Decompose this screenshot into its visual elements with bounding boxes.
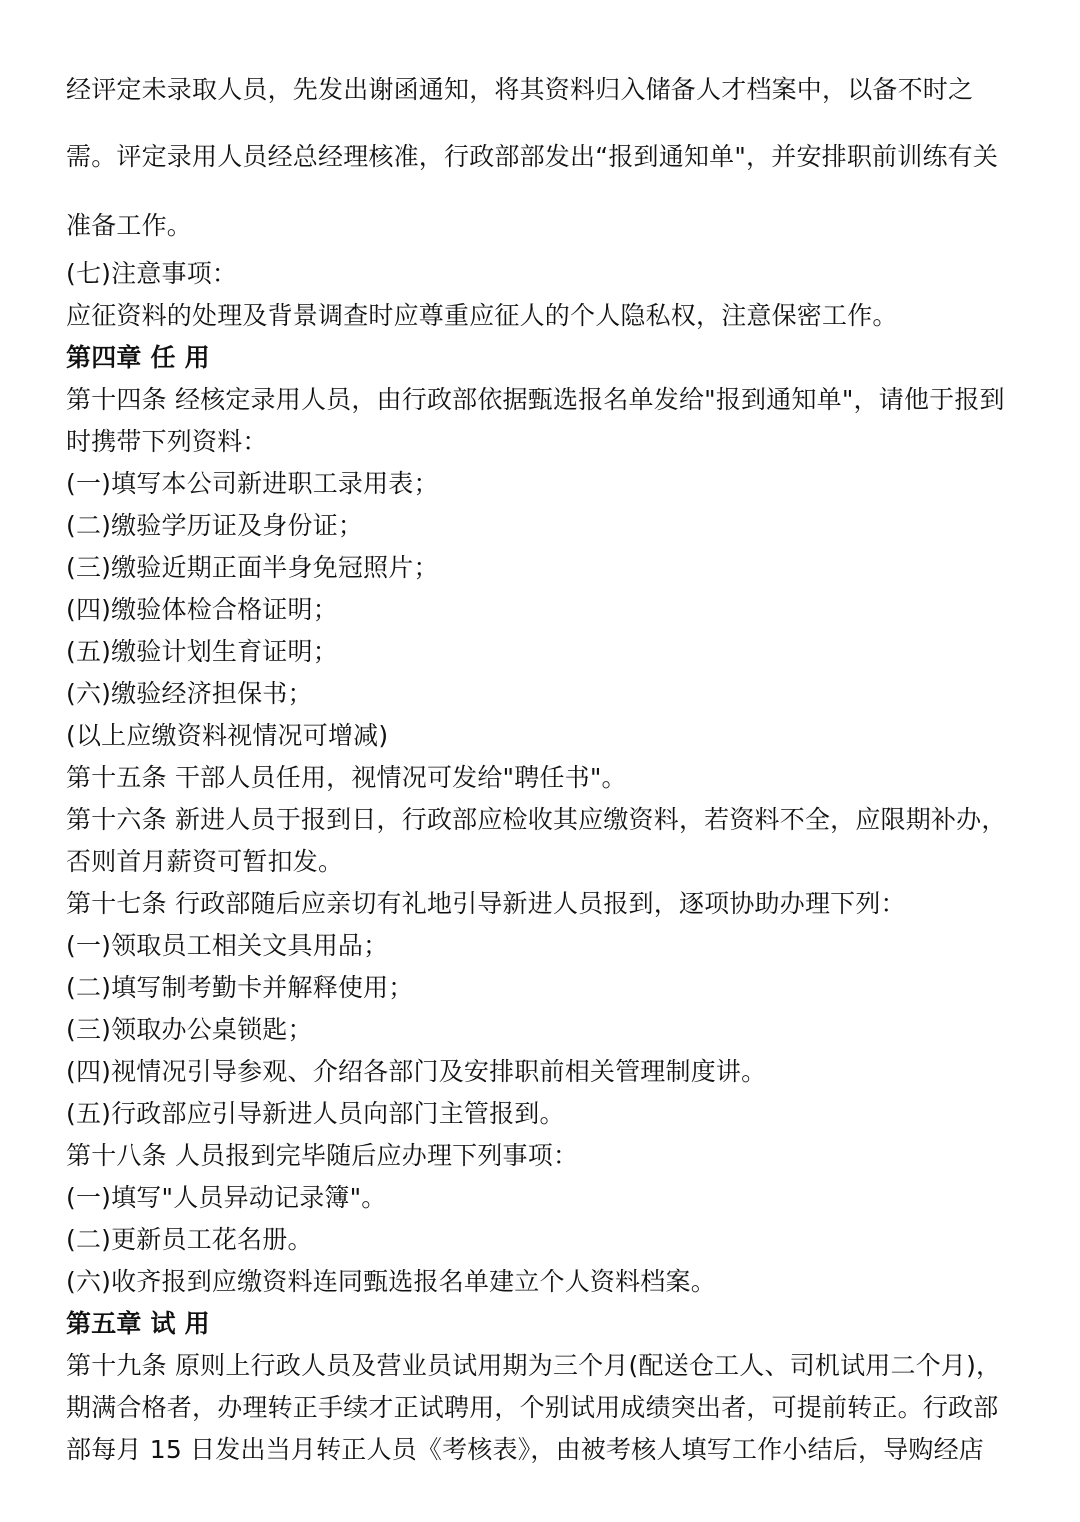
article19-line2: 期满合格者，办理转正手续才正试聘用，个别试用成绩突出者，可提前转正。行政部 — [66, 1393, 999, 1422]
article18-item: (二)更新员工花名册。 — [66, 1225, 313, 1254]
article14-item: (四)缴验体检合格证明； — [66, 595, 338, 624]
article14-item: (五)缴验计划生育证明； — [66, 637, 338, 666]
chapter4-title: 第四章 任 用 — [66, 343, 210, 372]
article17-item: (一)领取员工相关文具用品； — [66, 931, 389, 960]
article14-item: (三)缴验近期正面半身免冠照片； — [66, 553, 439, 582]
article14-note: (以上应缴资料视情况可增减) — [66, 721, 389, 750]
article14-item: (二)缴验学历证及身份证； — [66, 511, 364, 540]
article17-item: (二)填写制考勤卡并解释使用； — [66, 973, 414, 1002]
section7-title: (七)注意事项： — [66, 259, 238, 288]
article19-line3: 部每月 15 日发出当月转正人员《考核表》，由被考核人填写工作小结后，导购经店 — [66, 1435, 985, 1464]
article19-line1: 第十九条 原则上行政人员及营业员试用期为三个月(配送仓工人、司机试用二个月)， — [66, 1351, 1002, 1380]
article16-line2: 否则首月薪资可暂扣发。 — [66, 847, 344, 876]
article17-intro: 第十七条 行政部随后应亲切有礼地引导新进人员报到，逐项协助办理下列： — [66, 889, 906, 918]
section7-text: 应征资料的处理及背景调查时应尊重应征人的个人隐私权，注意保密工作。 — [66, 301, 898, 330]
article14-item: (一)填写本公司新进职工录用表； — [66, 469, 439, 498]
intro-line-3: 准备工作。 — [66, 211, 193, 240]
article17-item: (五)行政部应引导新进人员向部门主管报到。 — [66, 1099, 565, 1128]
article18-item: (一)填写"人员异动记录簿"。 — [66, 1183, 387, 1212]
article18-item: (六)收齐报到应缴资料连同甄选报名单建立个人资料档案。 — [66, 1267, 716, 1296]
article17-item: (四)视情况引导参观、介绍各部门及安排职前相关管理制度讲。 — [66, 1057, 767, 1086]
article14-line2: 时携带下列资料： — [66, 427, 268, 456]
intro-line-1: 经评定未录取人员，先发出谢函通知，将其资料归入储备人才档案中，以备不时之 — [66, 75, 974, 104]
article15: 第十五条 干部人员任用，视情况可发给"聘任书"。 — [66, 763, 627, 792]
article14-item: (六)缴验经济担保书； — [66, 679, 313, 708]
article17-item: (三)领取办公桌锁匙； — [66, 1015, 313, 1044]
article14-line1: 第十四条 经核定录用人员，由行政部依据甄选报名单发给"报到通知单"，请他于报到 — [66, 385, 1005, 414]
chapter5-title: 第五章 试 用 — [66, 1309, 210, 1338]
article18-intro: 第十八条 人员报到完毕随后应办理下列事项： — [66, 1141, 579, 1170]
article16-line1: 第十六条 新进人员于报到日，行政部应检收其应缴资料，若资料不全，应限期补办， — [66, 805, 1007, 834]
intro-line-2: 需。评定录用人员经总经理核准，行政部部发出“报到通知单"，并安排职前训练有关 — [66, 142, 999, 171]
